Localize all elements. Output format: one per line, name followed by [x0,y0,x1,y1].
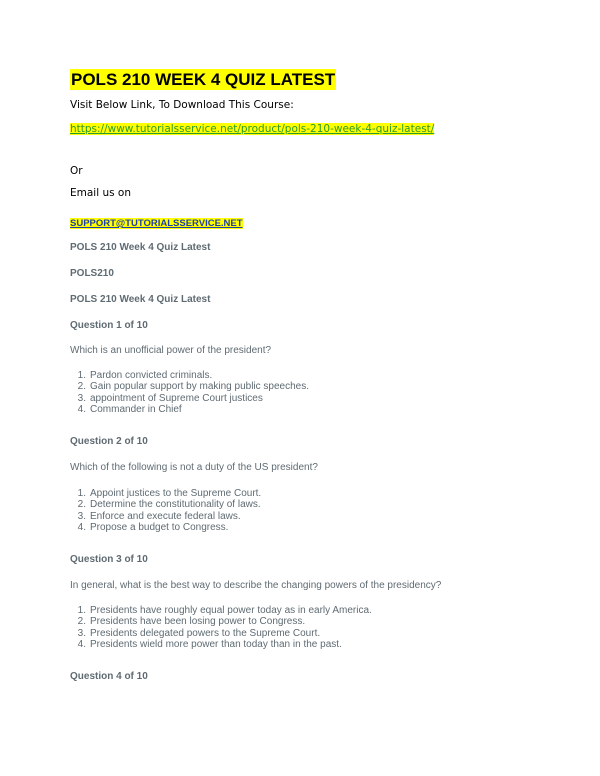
question-1-options [70,370,310,415]
course-link-wrapper [70,123,434,135]
option-item: 2. Gain popular support by making public speeches. [77,381,310,393]
or-text: Or [70,165,83,177]
option-item: 1. Presidents have roughly equal power today as in early America. [77,605,372,616]
question-1-text: Which is an unofficial power of the president? [70,345,272,356]
option-item: 1. Pardon convicted criminals. [77,370,213,381]
option-item: 4. Propose a budget to Congress. [77,521,229,533]
option-item: 3. appointment of Supreme Court justices [77,392,263,404]
heading-quiz-2: POLS 210 Week 4 Quiz Latest [70,294,211,305]
email-link[interactable]: SUPPORT@TUTORIALSSERVICE.NET [70,218,243,229]
visit-instruction: Visit Below Link, To Download This Course: [70,99,294,111]
question-2-text: Which of the following is not a duty of the US president? [70,462,318,473]
option-item: 1. Appoint justices to the Supreme Court. [77,488,262,499]
question-3-options [70,605,372,650]
option-item: 2. Presidents have been losing power to Congress. [77,616,306,628]
question-4-label: Question 4 of 10 [70,671,148,682]
question-2-label: Question 2 of 10 [70,436,148,447]
option-item: 4. Presidents wield more power than today than in the past. [77,638,342,650]
email-label: Email us on [70,187,132,199]
course-link[interactable]: https://www.tutorialsservice.net/product/pols-210-week-4-quiz-latest/ [70,123,435,135]
heading-quiz-1: POLS 210 Week 4 Quiz Latest [70,242,211,253]
document-title: POLS 210 WEEK 4 QUIZ LATEST [71,70,336,89]
option-item: 3. Enforce and execute federal laws. [77,510,241,522]
option-item: 2. Determine the constitutionality of laws. [77,499,261,511]
option-item: 3. Presidents delegated powers to the Supreme Court. [77,627,321,639]
question-2-options [70,488,262,533]
option-item: 4. Commander in Chief [77,403,182,415]
question-3-text: In general, what is the best way to describe the changing powers of the presidency? [70,580,442,591]
course-code: POLS210 [70,268,114,279]
question-3-label: Question 3 of 10 [70,554,148,565]
email-link-wrapper [70,213,243,231]
question-1-label: Question 1 of 10 [70,320,148,331]
